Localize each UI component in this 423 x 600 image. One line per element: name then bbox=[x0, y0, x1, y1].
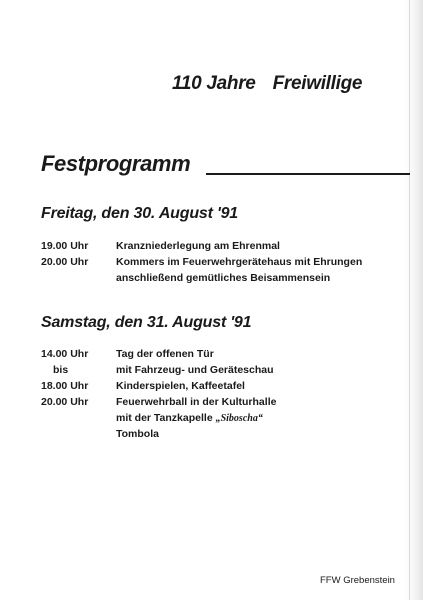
event-row bbox=[41, 240, 411, 256]
day-heading-friday: Freitag, den 30. August '91 bbox=[41, 205, 238, 222]
event-row bbox=[41, 256, 411, 272]
event-description bbox=[116, 412, 263, 424]
footer-label: FFW Grebenstein bbox=[320, 575, 395, 586]
event-row bbox=[41, 428, 411, 444]
event-description: Feuerwehrball in der Kulturhalle bbox=[116, 396, 277, 408]
event-list-saturday bbox=[41, 348, 411, 444]
program-heading-rule bbox=[206, 173, 410, 175]
event-row bbox=[41, 348, 411, 364]
title-anniversary: 110 Jahre bbox=[172, 73, 256, 94]
scan-edge-line bbox=[409, 0, 410, 600]
event-description: anschließend gemütliches Beisammensein bbox=[116, 272, 331, 284]
event-time: 18.00 Uhr bbox=[41, 380, 89, 392]
event-row bbox=[41, 380, 411, 396]
event-row bbox=[41, 272, 411, 288]
event-time: 19.00 Uhr bbox=[41, 240, 89, 252]
event-list-friday bbox=[41, 240, 411, 288]
event-time: 20.00 Uhr bbox=[41, 256, 89, 268]
event-row bbox=[41, 396, 411, 412]
event-description: mit Fahrzeug- und Geräteschau bbox=[116, 364, 274, 376]
scan-edge-shadow bbox=[405, 0, 423, 600]
event-row bbox=[41, 364, 411, 380]
program-heading: Festprogramm bbox=[41, 151, 191, 176]
event-row bbox=[41, 412, 411, 428]
event-description: Kommers im Feuerwehrgerätehaus mit Ehrungen bbox=[116, 256, 363, 268]
event-time: 20.00 Uhr bbox=[41, 396, 89, 408]
title-organization: Freiwillige bbox=[272, 73, 363, 94]
event-description: Tag der offenen Tür bbox=[116, 348, 214, 360]
event-description-text: mit der Tanzkapelle bbox=[116, 412, 216, 424]
page-title bbox=[172, 73, 362, 95]
event-description: Tombola bbox=[116, 428, 159, 440]
event-time: bis bbox=[53, 364, 69, 376]
day-heading-saturday: Samstag, den 31. August '91 bbox=[41, 314, 252, 331]
event-time: 14.00 Uhr bbox=[41, 348, 89, 360]
event-description: Kinderspielen, Kaffeetafel bbox=[116, 380, 245, 392]
event-description: Kranzniederlegung am Ehrenmal bbox=[116, 240, 280, 252]
band-name: „Siboscha“ bbox=[215, 413, 263, 424]
